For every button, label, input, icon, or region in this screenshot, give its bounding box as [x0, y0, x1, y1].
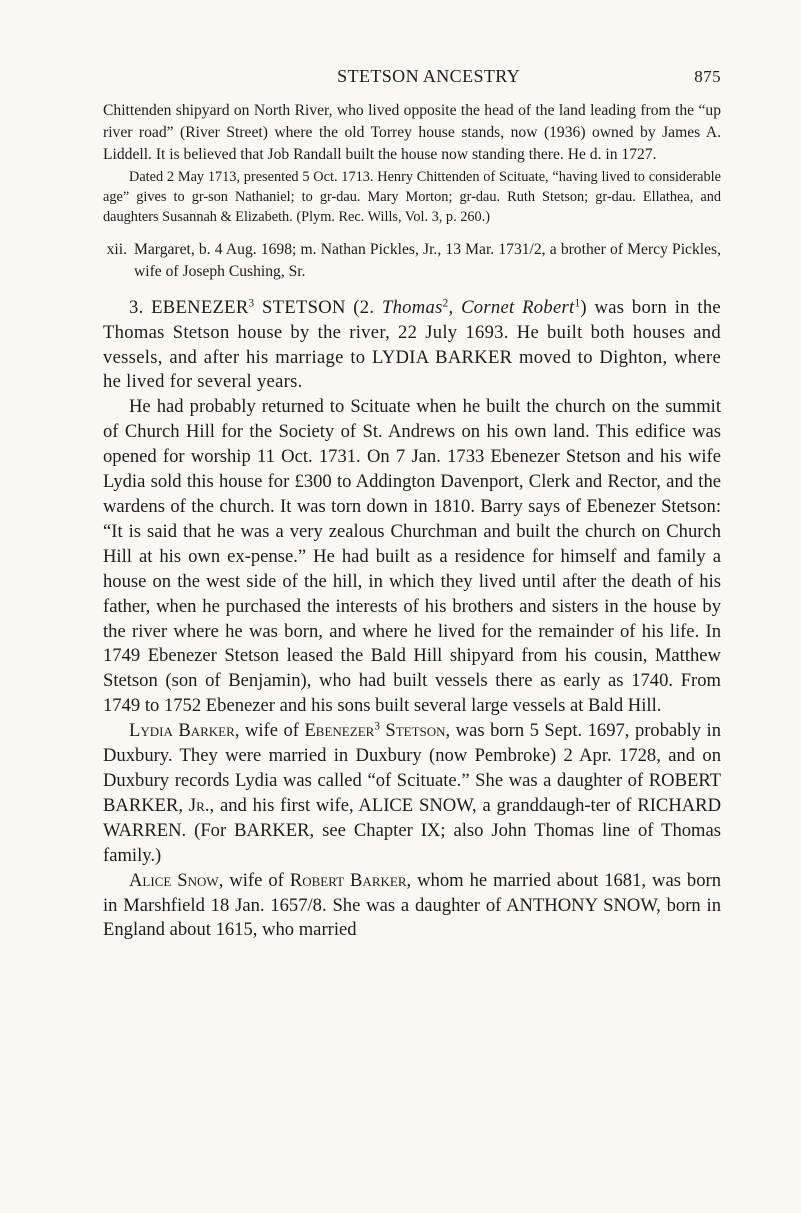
list-item-xii [103, 239, 721, 283]
page-number: 875 [694, 67, 721, 86]
running-header [103, 66, 721, 90]
paragraph-ebenezer-heading: 3. EBENEZER$^3$ STETSON (2. Thomas$^2$, Cornet Robert$^1$) was born in the Thomas Stetson house by the river, 22 July 1693. He built both houses and vessels, and after his marriage to LYDIA BARKER moved to Dighton, where he lived for several years. [103, 296, 721, 393]
will-note: Dated 2 May 1713, presented 5 Oct. 1713. Henry Chittenden of Scituate, “having lived to considerable age” gives to gr-son Nathaniel; to gr-dau. Mary Morton; gr-dau. Ruth Stetson; gr-dau. Ellathea, and daughters Susannah & Elizabeth. (Plym. Rec. Wills, Vol. 3, p. 260.) [103, 169, 721, 225]
paragraph-church-hill: He had probably returned to Scituate when he built the church on the summit of Church Hill for the Society of St. Andrews on his own land. This edifice was opened for worship 11 Oct. 1731. On 7 Jan. 1733 Ebenezer Stetson and his wife Lydia sold this house for £300 to Addington Davenport, Clerk and Rector, and the wardens of the church. It was torn down in 1810. Barry says of Ebenezer Stetson: “It is said that he was a very zealous Churchman and built the church on Church Hill at his own ex-pense.” He had built as a residence for himself and family a house on the west side of the hill, in which they lived until after the death of his father, when he purchased the interests of his brothers and sisters in the house by the river where he was born, and where he lived for the remainder of his life. In 1749 Ebenezer Stetson leased the Bald Hill shipyard from his cousin, Matthew Stetson (son of Benjamin), who had built vessels there as early as 1740. From 1749 to 1752 Ebenezer and his sons built several large vessels at Bald Hill. [103, 396, 721, 717]
item-text: Margaret, b. 4 Aug. 1698; m. Nathan Pickles, Jr., 13 Mar. 1731/2, a brother of Mercy Pickles, wife of Joseph Cushing, Sr. [134, 241, 721, 280]
paragraph-alice-snow: Alice Snow, wife of Robert Barker, whom he married about 1681, was born in Marshfield 18 Jan. 1657/8. She was a daughter of ANTHONY SNOW, born in England about 1615, who married [103, 869, 722, 941]
paragraph-lydia-barker: Lydia Barker, wife of Ebenezer$^3$ Stetson, was born 5 Sept. 1697, probably in Duxbury. They were married in Duxbury (now Pembroke) 2 Apr. 1728, and on Duxbury records Lydia was called “of Scituate.” She was a daughter of ROBERT BARKER, Jr., and his first wife, ALICE SNOW, a granddaugh-ter of RICHARD WARREN. (For BARKER, see Chapter IX; also John Thomas line of Thomas family.) [103, 720, 722, 866]
item-number: xii. [106, 241, 127, 259]
page-title: STETSON ANCESTRY [337, 66, 521, 86]
paragraph-chittenden: Chittenden shipyard on North River, who lived opposite the head of the land leading from the “up river road” (River Street) where the old Torrey house stands, now (1936) owned by James A. Liddell. It is believed that Job Randall built the house now standing there. He d. in 1727. [103, 102, 721, 163]
page-body [103, 100, 721, 943]
